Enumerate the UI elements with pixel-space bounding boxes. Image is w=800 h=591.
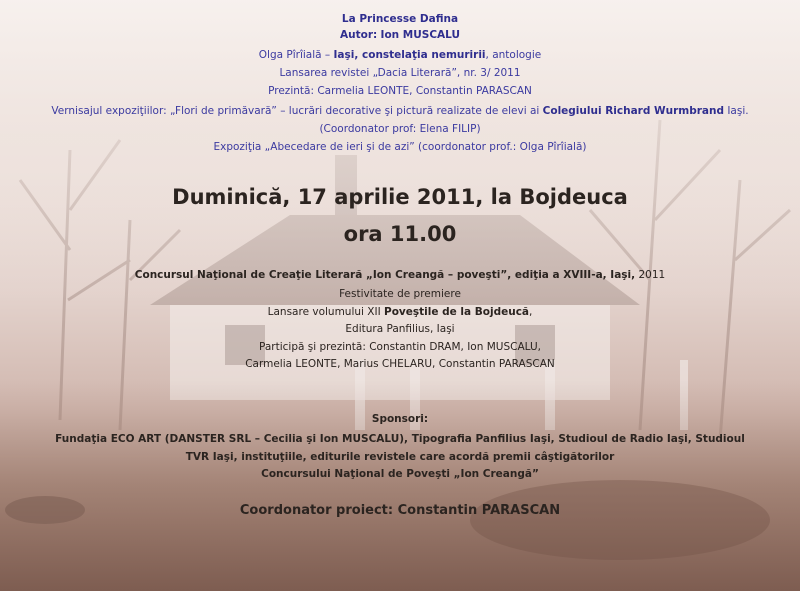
sponsors-line-1: Fundaţia ECO ART (DANSTER SRL – Cecilia şi Ion MUSCALU), Tipografia Panfilius Iaşi, Studioul de Radio Iaşi, Studioul [55, 433, 745, 445]
coordinator-line-1: (Coordonator prof: Elena FILIP) [319, 123, 481, 135]
sponsors-line-2: TVR Iaşi, instituţiile, editurile revistele care acordă premii câştigătorilor [185, 451, 615, 463]
author-prefix: Autor: [339, 29, 378, 41]
anthology-title: Iaşi, constelaţia nemuririi [333, 49, 486, 61]
volume-launch-line [0, 305, 800, 319]
participants-line-1: Participă şi prezintă: Constantin DRAM, Ion MUSCALU, [259, 341, 541, 353]
vernisaj-prefix: Vernisajul expoziţiilor: „Flori de primăvară” – lucrări decorative şi pictură realizate de elevi ai [51, 105, 543, 117]
exhibition-line-2: Expoziţia „Abecedare de ieri şi de azi” (coordonator prof.: Olga Pîrîială) [213, 141, 587, 153]
contest-title: Concursul Naţional de Creaţie Literară „Ion Creangă – poveşti”, ediţia a XVIII-a, Iaşi, [134, 269, 636, 281]
anthology-line [0, 48, 800, 62]
time-heading: ora 11.00 [343, 222, 457, 246]
vernisaj-line [0, 104, 800, 118]
event-title-text: La Princesse Dafina [341, 13, 459, 25]
vernisaj-suffix: Iaşi. [723, 105, 749, 117]
contest-year: 2011 [635, 269, 666, 281]
participants-line-2: Carmelia LEONTE, Marius CHELARU, Constantin PARASCAN [245, 358, 555, 370]
author-name: Ion MUSCALU [380, 29, 461, 41]
anthology-sep: – [321, 49, 334, 61]
volume-suffix: , [529, 306, 533, 318]
publisher-line: Editura Panfilius, Iaşi [345, 323, 455, 335]
anthology-suffix: , antologie [485, 49, 542, 61]
author-line [0, 28, 800, 42]
volume-prefix: Lansare volumului XII [267, 306, 385, 318]
review-launch-line: Lansarea revistei „Dacia Literară”, nr. 3/ 2011 [279, 67, 521, 79]
volume-title: Poveştile de la Bojdeucă [384, 306, 530, 318]
vernisaj-college: Colegiului Richard Wurmbrand [542, 105, 724, 117]
contest-title-line [0, 268, 800, 282]
festivity-line: Festivitate de premiere [339, 288, 461, 300]
sponsors-line-3: Concursului Naţional de Poveşti „Ion Creangă” [261, 468, 539, 480]
sponsors-heading: Sponsori: [371, 413, 429, 425]
project-coordinator: Coordonator proiect: Constantin PARASCAN [239, 503, 561, 518]
presenters-line-1: Prezintă: Carmelia LEONTE, Constantin PARASCAN [268, 85, 532, 97]
anthology-author: Olga Pîrîială [258, 49, 322, 61]
date-heading: Duminică, 17 aprilie 2011, la Bojdeuca [172, 185, 628, 209]
event-title [0, 12, 800, 26]
